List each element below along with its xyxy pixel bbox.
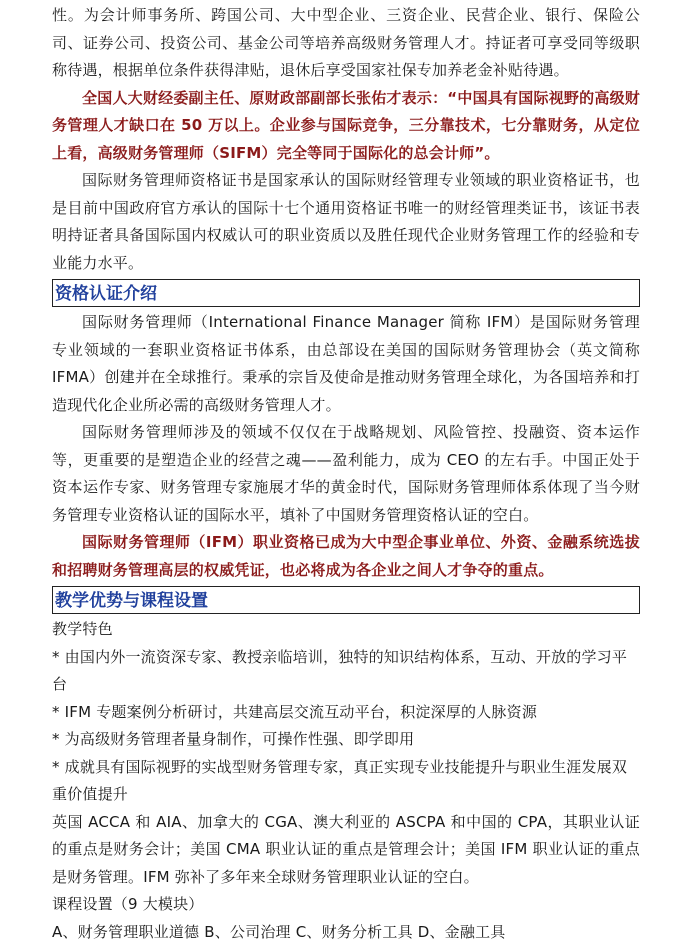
ifm-scope-paragraph: 国际财务管理师涉及的领域不仅仅在于战略规划、风险管控、投融资、资本运作等，更重要的是塑造企业的经营之魂——盈利能力，成为 CEO 的左右手。中国正处于资本运作专家、财务管理专家施展才华的黄金时代，国际财务管理师体系体现了当今财务管理专业资格认证的国际水平，填补了中国财务管理资格认证的空白。	[52, 419, 640, 529]
features-label: 教学特色	[52, 616, 640, 644]
ifm-intro-paragraph: 国际财务管理师（International Finance Manager 简称 IFM）是国际财务管理专业领域的一套职业资格证书体系，由总部设在美国的国际财务管理协会（英文简称 IFMA）创建并在全球推行。秉承的宗旨及使命是推动财务管理全球化，为各国培养和打造现代化企业所必需的高级财务管理人才。	[52, 309, 640, 419]
courses-label: 课程设置（9 大模块）	[52, 891, 640, 919]
courses-line: A、财务管理职业道德 B、公司治理 C、财务分析工具 D、金融工具	[52, 919, 640, 946]
section-title: 资格认证介绍	[55, 284, 157, 304]
feature-item: * 为高级财务管理者量身制作，可操作性强、即学即用	[52, 726, 640, 754]
certification-compare-paragraph: 英国 ACCA 和 AIA、加拿大的 CGA、澳大利亚的 ASCPA 和中国的 CPA，其职业认证的重点是财务会计；美国 CMA 职业认证的重点是管理会计；美国 IFM 职业认证的重点是财务管理。IFM 弥补了多年来全球财务管理职业认证的空白。	[52, 809, 640, 892]
feature-item: * IFM 专题案例分析研讨，共建高层交流互动平台，积淀深厚的人脉资源	[52, 699, 640, 727]
section-heading-teaching	[52, 586, 640, 614]
feature-item: * 成就具有国际视野的实战型财务管理专家，真正实现专业技能提升与职业生涯发展双重价值提升	[52, 754, 640, 809]
document-page	[52, 0, 640, 946]
section-title: 教学优势与课程设置	[55, 591, 208, 611]
teaching-features	[52, 616, 640, 809]
feature-item: * 由国内外一流资深专家、教授亲临培训，独特的知识结构体系，互动、开放的学习平台	[52, 644, 640, 699]
intro-paragraph: 性。为会计师事务所、跨国公司、大中型企业、三资企业、民营企业、银行、保险公司、证券公司、投资公司、基金公司等培养高级财务管理人才。持证者可享受同等级职称待遇，根据单位条件获得津贴，退休后享受国家社保专加养老金补贴待遇。	[52, 2, 640, 85]
quote-paragraph: 全国人大财经委副主任、原财政部副部长张佑才表示：“中国具有国际视野的高级财务管理人才缺口在 50 万以上。企业参与国际竞争，三分靠技术，七分靠财务，从定位上看，高级财务管理师（SIFM）完全等同于国际化的总会计师”。	[52, 85, 640, 168]
certificate-paragraph: 国际财务管理师资格证书是国家承认的国际财经管理专业领域的职业资格证书，也是目前中国政府官方承认的国际十七个通用资格证书唯一的财经管理类证书，该证书表明持证者具备国际国内权威认可的职业资质以及胜任现代企业财务管理工作的经验和专业能力水平。	[52, 167, 640, 277]
section-heading-qualification	[52, 279, 640, 307]
ifm-authority-paragraph: 国际财务管理师（IFM）职业资格已成为大中型企事业单位、外资、金融系统选拔和招聘财务管理高层的权威凭证，也必将成为各企业之间人才争夺的重点。	[52, 529, 640, 584]
